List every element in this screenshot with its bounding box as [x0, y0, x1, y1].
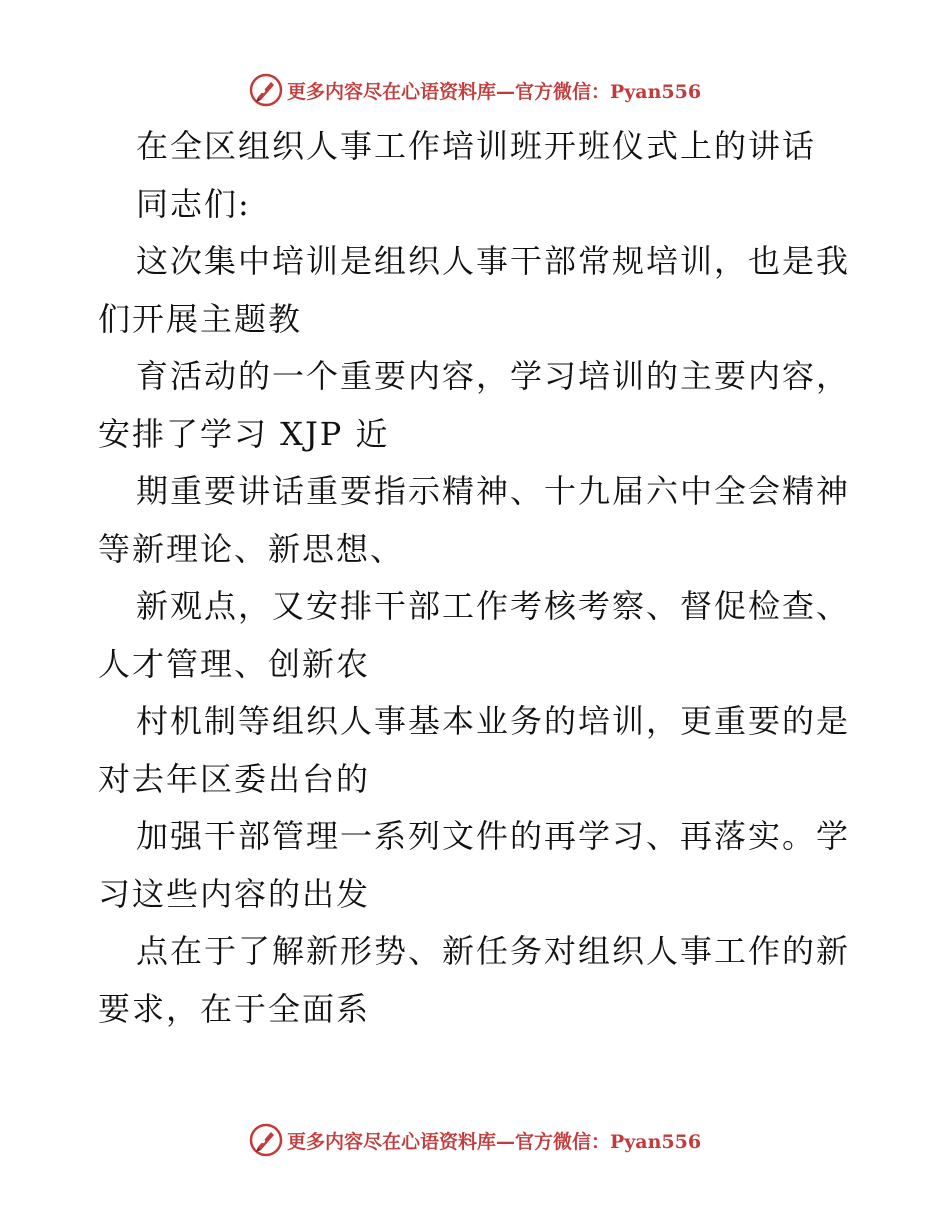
paragraph-line: 们开展主题教	[98, 299, 303, 338]
header-banner-text: 更多内容尽在心语资料库—官方微信：Pyan556	[286, 80, 702, 103]
footer-banner	[0, 1120, 950, 1160]
salutation: 同志们:	[136, 184, 251, 223]
paragraph-line: 加强干部管理一系列文件的再学习、再落实。学	[136, 817, 851, 855]
paragraph-line: 育活动的一个重要内容，学习培训的主要内容，	[136, 357, 851, 395]
pen-logo-icon	[249, 1123, 283, 1157]
document-body	[98, 118, 858, 1038]
paragraph-line: 安排了学习 XJP 近	[98, 414, 390, 453]
paragraph-line: 习这些内容的出发	[98, 874, 371, 913]
document-title: 在全区组织人事工作培训班开班仪式上的讲话	[136, 127, 817, 165]
paragraph-line: 等新理论、新思想、	[98, 529, 405, 568]
paragraph-line: 人才管理、创新农	[98, 644, 371, 683]
paragraph-line: 要求，在于全面系	[98, 989, 371, 1028]
pen-logo-icon	[249, 73, 283, 107]
paragraph-line: 这次集中培训是组织人事干部常规培训，也是我	[136, 242, 851, 280]
paragraph-line: 点在于了解新形势、新任务对组织人事工作的新	[136, 932, 851, 970]
header-banner	[0, 70, 950, 110]
paragraph-line: 村机制等组织人事基本业务的培训，更重要的是	[136, 702, 851, 740]
paragraph-line: 期重要讲话重要指示精神、十九届六中全会精神	[136, 472, 851, 510]
paragraph-line: 新观点，又安排干部工作考核考察、督促检查、	[136, 587, 851, 625]
paragraph-line: 对去年区委出台的	[98, 759, 371, 798]
footer-banner-text: 更多内容尽在心语资料库—官方微信：Pyan556	[286, 1130, 702, 1153]
